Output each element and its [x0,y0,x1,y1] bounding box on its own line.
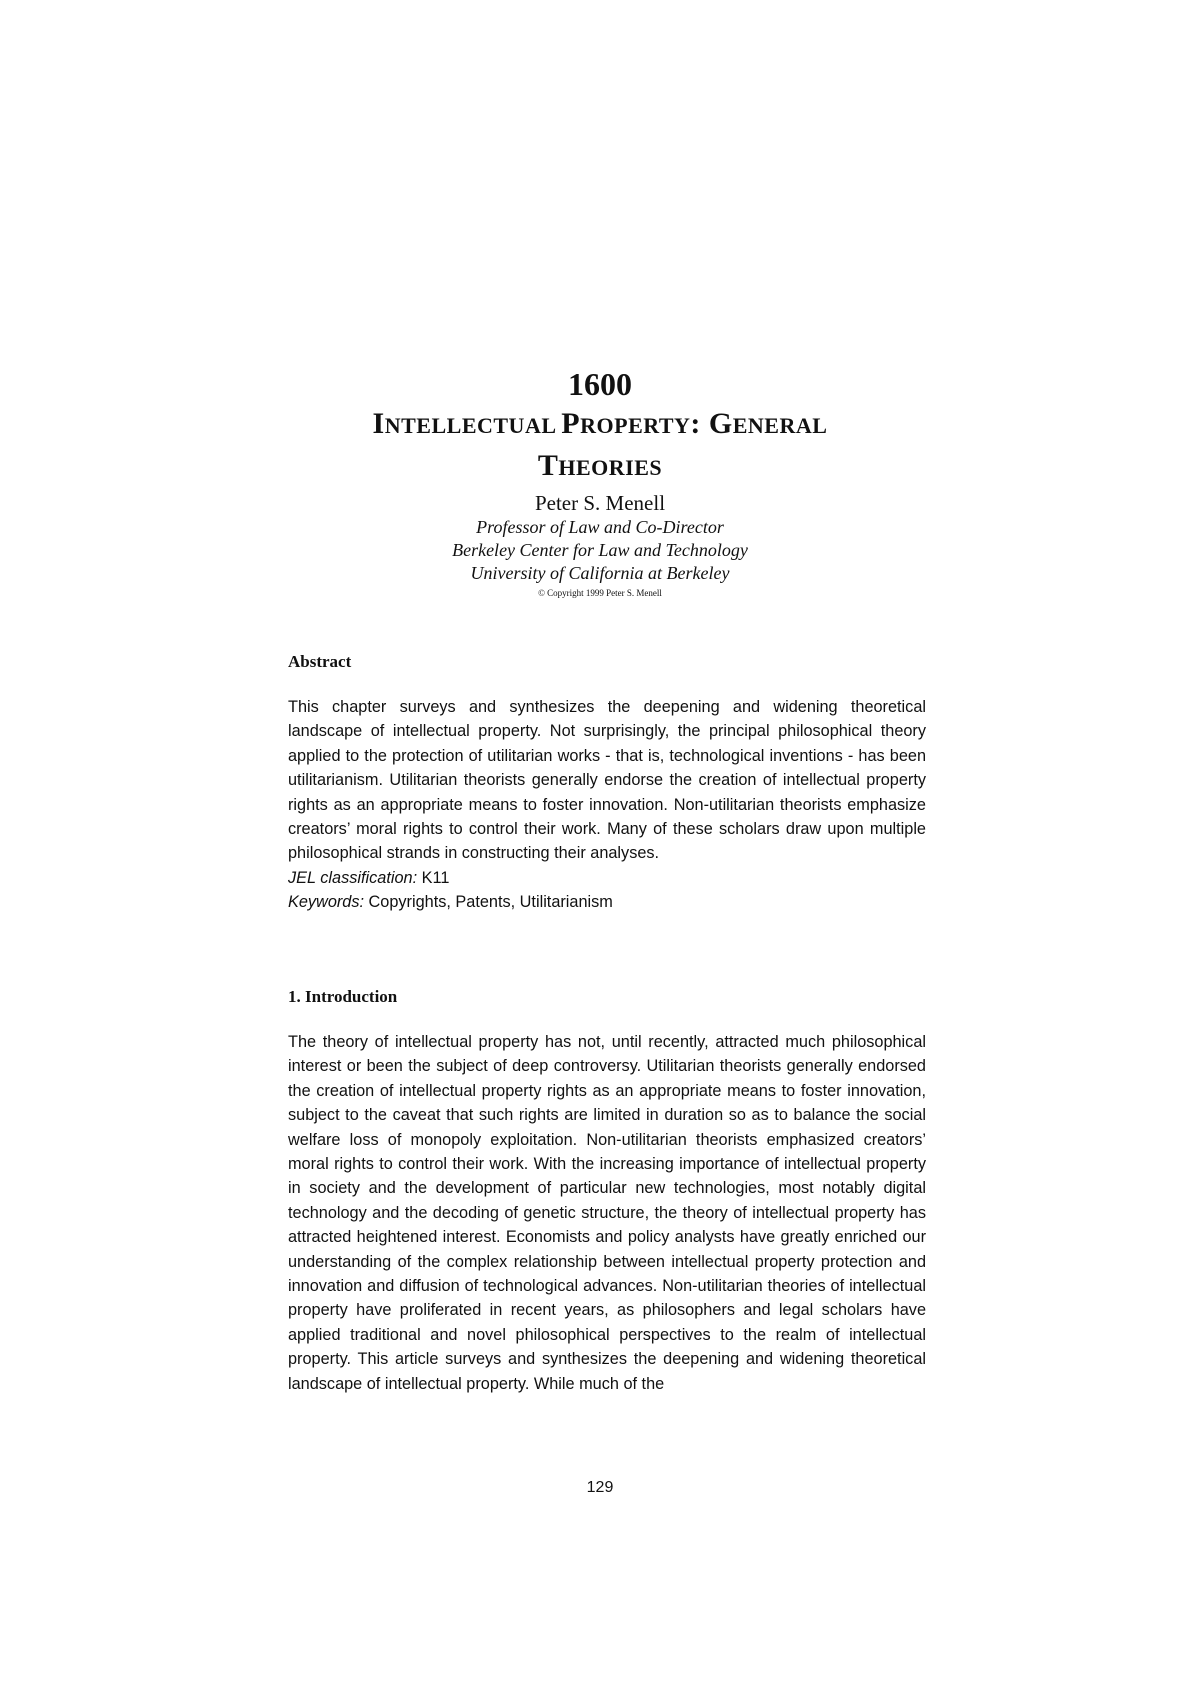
abstract-heading: Abstract [288,652,352,671]
jel-classification [288,866,926,890]
author-name: Peter S. Menell [534,491,666,515]
chapter-title: INTELLECTUAL PROPERTY: GENERAL THEORIES [372,407,828,482]
introduction-heading: 1. Introduction [288,987,398,1006]
keywords [288,890,926,914]
keywords-value: Copyrights, Patents, Utilitarianism [368,893,613,912]
author-title: Professor of Law and Co-Director [476,517,724,537]
introduction-section [288,1030,926,1396]
chapter-number: 1600 [568,366,632,402]
abstract-section [288,695,926,915]
introduction-text: The theory of intellectual property has not, until recently, attracted much philosophical interest or been the subject of deep controversy. Utilitarian theorists generally endorsed the creation of intellectual property rights as an appropriate means to foster innovation, subject to the caveat that such rights are limited in duration so as to balance the social welfare loss of monopoly exploitation. Non-utilitarian theorists emphasized creators’ moral rights to control their work. With the increasing importance of intellectual property in society and the development of particular new technologies, most notably digital technology and the decoding of genetic structure, the theory of intellectual property has attracted heightened interest. Economists and policy analysts have greatly enriched our understanding of the complex relationship between intellectual property protection and innovation and diffusion of technological advances. Non-utilitarian theories of intellectual property have proliferated in recent years, as philosophers and legal scholars have applied traditional and novel philosophical perspectives to the realm of intellectual property. This article surveys and synthesizes the deepening and widening theoretical landscape of intellectual property. While much of the [288,1033,926,1393]
keywords-label: Keywords: [288,893,365,912]
author-center: Berkeley Center for Law and Technology [452,540,748,560]
copyright-notice: © Copyright 1999 Peter S. Menell [538,588,662,598]
jel-value: K11 [421,868,450,887]
jel-label: JEL classification: [288,868,418,887]
abstract-text: This chapter surveys and synthesizes the deepening and widening theoretical landscape of intellectual property. Not surprisingly, the principal philosophical theory applied to the protection of utilitarian works - that is, technological inventions - has been utilitarianism. Utilitarian theorists generally endorse the creation of intellectual property rights as an appropriate means to foster innovation. Non-utilitarian theorists emphasize creators’ moral rights to control their work. Many of these scholars draw upon multiple philosophical strands in constructing their analyses. [288,698,926,863]
page-number: 129 [586,1479,614,1496]
author-university: University of California at Berkeley [470,563,730,583]
chapter-header [0,364,1200,599]
